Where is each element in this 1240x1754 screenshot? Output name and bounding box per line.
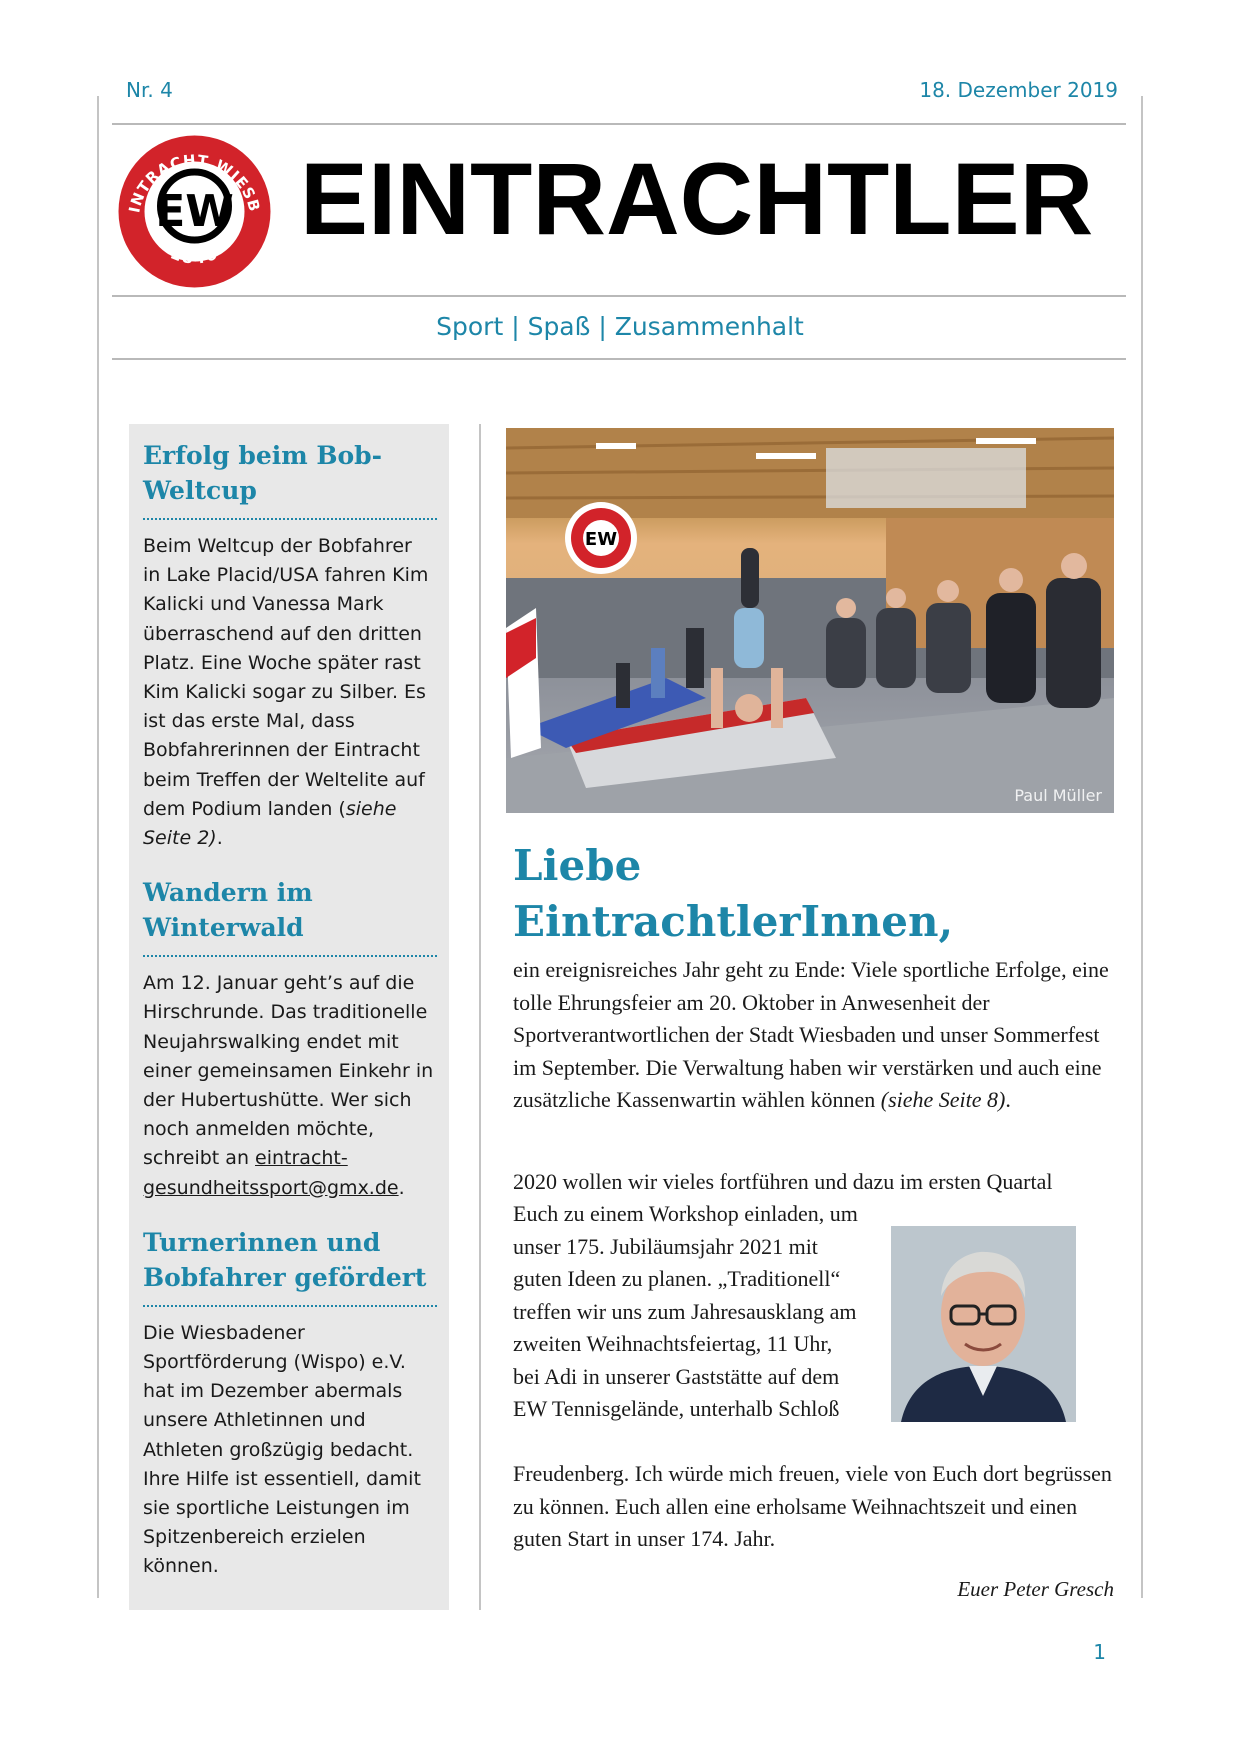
sidebar-heading-foerderung: Turnerinnen und Bobfahrer gefördert [143,1227,427,1292]
letter-paragraph-2-line1: 2020 wollen wir vieles fortführen und dazu im ersten Quartal [513,1169,1053,1194]
issue-number: Nr. 4 [126,78,173,102]
email-link[interactable]: eintracht-gesundheitssport@gmx.de [143,1147,399,1199]
header-rule-mid [112,295,1126,297]
letter-paragraph-1: ein ereignisreiches Jahr geht zu Ende: Viele sportliche Erfolge, eine tolle Ehrungsfeier am 20. Oktober in Anwesenheit der Sportverantwortlichen der Stadt Wiesbaden und unser Sommerfest im September. Die Verwaltung haben wir verstärken und auch eine zusätzliche Kassenwartin wählen können (siehe Seite 8). [513,957,1109,1112]
header-rule-top [112,123,1126,125]
page-left-rule [97,96,99,1598]
svg-text:EW: EW [155,186,234,237]
masthead-title: EINTRACHTLER [300,142,1094,256]
dotted-divider [143,1305,437,1307]
author-portrait [891,1226,1076,1422]
signature: Euer Peter Gresch [957,1577,1114,1601]
sidebar-heading-bob: Erfolg beim Bob-Weltcup [143,441,383,505]
sidebar [129,424,449,1610]
dotted-divider [143,955,437,957]
page-reference: siehe Seite 2) [143,797,397,850]
tagline: Sport | Spaß | Zusammenhalt [436,312,804,341]
sidebar-text-bob: Beim Weltcup der Bobfahrer in Lake Placid/USA fahren Kim Kalicki und Vanessa Mark überraschend auf den dritten Platz. Eine Woche später rast Kim Kalicki sogar zu Silber. Es ist das erste Mal, dass Bobfahrerinnen der Eintracht beim Treffen der Weltelite auf dem Podium landen (siehe Seite 2). [143,535,429,850]
page-number: 1 [1093,1640,1106,1664]
issue-date: 18. Dezember 2019 [919,78,1118,102]
sidebar-heading-wandern: Wandern im Winterwald [143,878,313,943]
gymnastics-photo [506,428,1114,813]
sidebar-text-wandern: Am 12. Januar geht’s auf die Hirschrunde. Das traditionelle Neujahrswalking endet mit einer gemeinsamen Einkehr in der Hubertushütte. Wer sich noch anmelden möchte, schreibt an eintracht-gesundheitssport@gmx.de. [143,972,434,1199]
svg-text:TuS EINTRACHT WIESBADEN: INTRACHT WIESB [125,151,264,215]
photo-credit: Paul Müller [1014,786,1102,805]
page-right-rule [1141,96,1143,1598]
letter-paragraph-2-wrapped: Euch zu einem Workshop einladen, um unser 175. Jubiläumsjahr 2021 mit guten Ideen zu planen. „Traditionell“ treffen wir uns zum Jahresausklang am zweiten Weihnachtsfeiertag, 11 Uhr, bei Adi in unserer Gaststätte auf dem EW Tennisgelände, unterhalb Schloß [513,1201,858,1421]
page-reference: (siehe Seite 8) [880,1087,1006,1112]
dotted-divider [143,518,437,520]
letter-paragraph-2-end: Freudenberg. Ich würde mich freuen, viele von Euch dort begrüssen zu können. Euch allen eine erholsame Weihnachtszeit und einen guten Start in unser 174. Jahr. [513,1461,1112,1551]
column-divider [479,424,481,1610]
header-rule-bottom [112,358,1126,360]
sidebar-text-foerderung: Die Wiesbadener Sportförderung (Wispo) e.V. hat im Dezember abermals unsere Athletinnen und Athleten großzügig bedacht. Ihre Hilfe ist essentiell, damit sie sportliche Leistungen im Spitzenbereich erzielen können. [143,1321,421,1578]
letter-heading: Liebe EintrachtlerInnen, [513,841,954,946]
svg-text:1846: 1846 [167,243,222,268]
svg-text:EW: EW [584,529,618,550]
club-emblem-icon [117,134,272,289]
